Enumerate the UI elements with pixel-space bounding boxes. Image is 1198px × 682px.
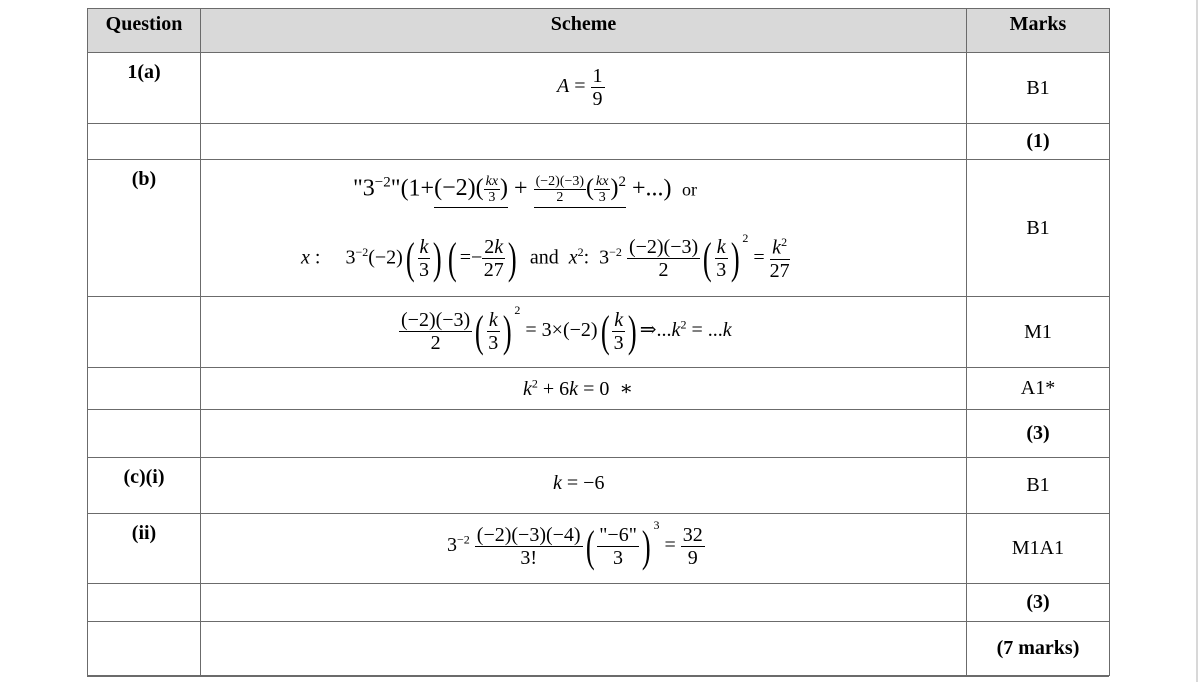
scheme-cell	[201, 514, 967, 584]
scheme-cell	[201, 458, 967, 514]
table-row	[88, 514, 1110, 584]
table-row	[88, 458, 1110, 514]
part-b-method: $\frac{(-2)(-3)}{2}$ ( $\frac{k}{3}$ ) $^2$ = 3×(−2)( $\frac{k}{3}$ ) $\Rightarrow...k^2 = ...k$	[401, 303, 732, 356]
mark-cell: (3)	[967, 410, 1110, 458]
part-b-coefficients: x : $3^{-2}(-2)$( $\frac{k}{3}$ ) ( =− $\frac{2k}{27}$ ) and $x^2$: $3^{-2}$ $\frac{(-2)(-3)}{2}$ ( $\frac{k}{3}$ ) $^2$ = $\frac{k^2}{27}$	[301, 230, 790, 284]
mark-cell: B1	[967, 458, 1110, 514]
question-cell	[88, 410, 201, 458]
scheme-cell	[201, 410, 967, 458]
question-cell: 1(a)	[88, 53, 201, 124]
question-cell	[88, 297, 201, 368]
part-b-answer: $k^2 + 6k = 0$ ∗	[523, 376, 633, 400]
mark-cell: (1)	[967, 124, 1110, 160]
table-row	[88, 622, 1110, 676]
mark-cell: (3)	[967, 584, 1110, 622]
and-word: and	[529, 246, 559, 269]
question-cell	[88, 368, 201, 410]
scheme-header: Scheme	[201, 9, 967, 53]
table-row	[88, 297, 1110, 368]
scheme-cell	[201, 622, 967, 676]
scheme-cell	[201, 160, 967, 297]
part-ci-answer: k = −6	[553, 472, 605, 494]
question-cell	[88, 622, 201, 676]
table-row	[88, 368, 1110, 410]
header-row	[88, 9, 1110, 53]
mark-scheme-table	[87, 8, 1110, 676]
mark-cell: A1*	[967, 368, 1110, 410]
bottom-divider	[87, 676, 1109, 677]
mark-cell: M1	[967, 297, 1110, 368]
mark-cell: M1A1	[967, 514, 1110, 584]
table-row	[88, 160, 1110, 297]
question-cell: (ii)	[88, 514, 201, 584]
table-row	[88, 124, 1110, 160]
table-row	[88, 53, 1110, 124]
question-cell: (b)	[88, 160, 201, 297]
question-cell	[88, 124, 201, 160]
scheme-cell	[201, 124, 967, 160]
part-cii-formula: $3^{-2}$ $\frac{(-2)(-3)(-4)}{3!}$ ( $\frac{"-6"}{3}$ ) $^3$ = $\frac{32}{9}$	[447, 518, 703, 571]
or-word: or	[682, 179, 698, 200]
part-b-expansion: "$3^{-2}"(1+(-2)$( $\frac{kx}{3}$ ) + $\frac{(-2)(-3)}{2}$ ( $\frac{kx}{3}$ )$^2$ +...) or	[353, 174, 697, 206]
mark-cell: B1	[967, 160, 1110, 297]
mark-cell: B1	[967, 53, 1110, 124]
scheme-cell	[201, 53, 967, 124]
mark-cell: (7 marks)	[967, 622, 1110, 676]
part-a-formula: A = $\frac{1}{9}$	[557, 65, 603, 110]
scheme-cell	[201, 297, 967, 368]
marks-header: Marks	[967, 9, 1110, 53]
table-row	[88, 584, 1110, 622]
scheme-cell	[201, 584, 967, 622]
question-cell	[88, 584, 201, 622]
question-header: Question	[88, 9, 201, 53]
question-cell: (c)(i)	[88, 458, 201, 514]
scheme-cell	[201, 368, 967, 410]
table-row	[88, 410, 1110, 458]
